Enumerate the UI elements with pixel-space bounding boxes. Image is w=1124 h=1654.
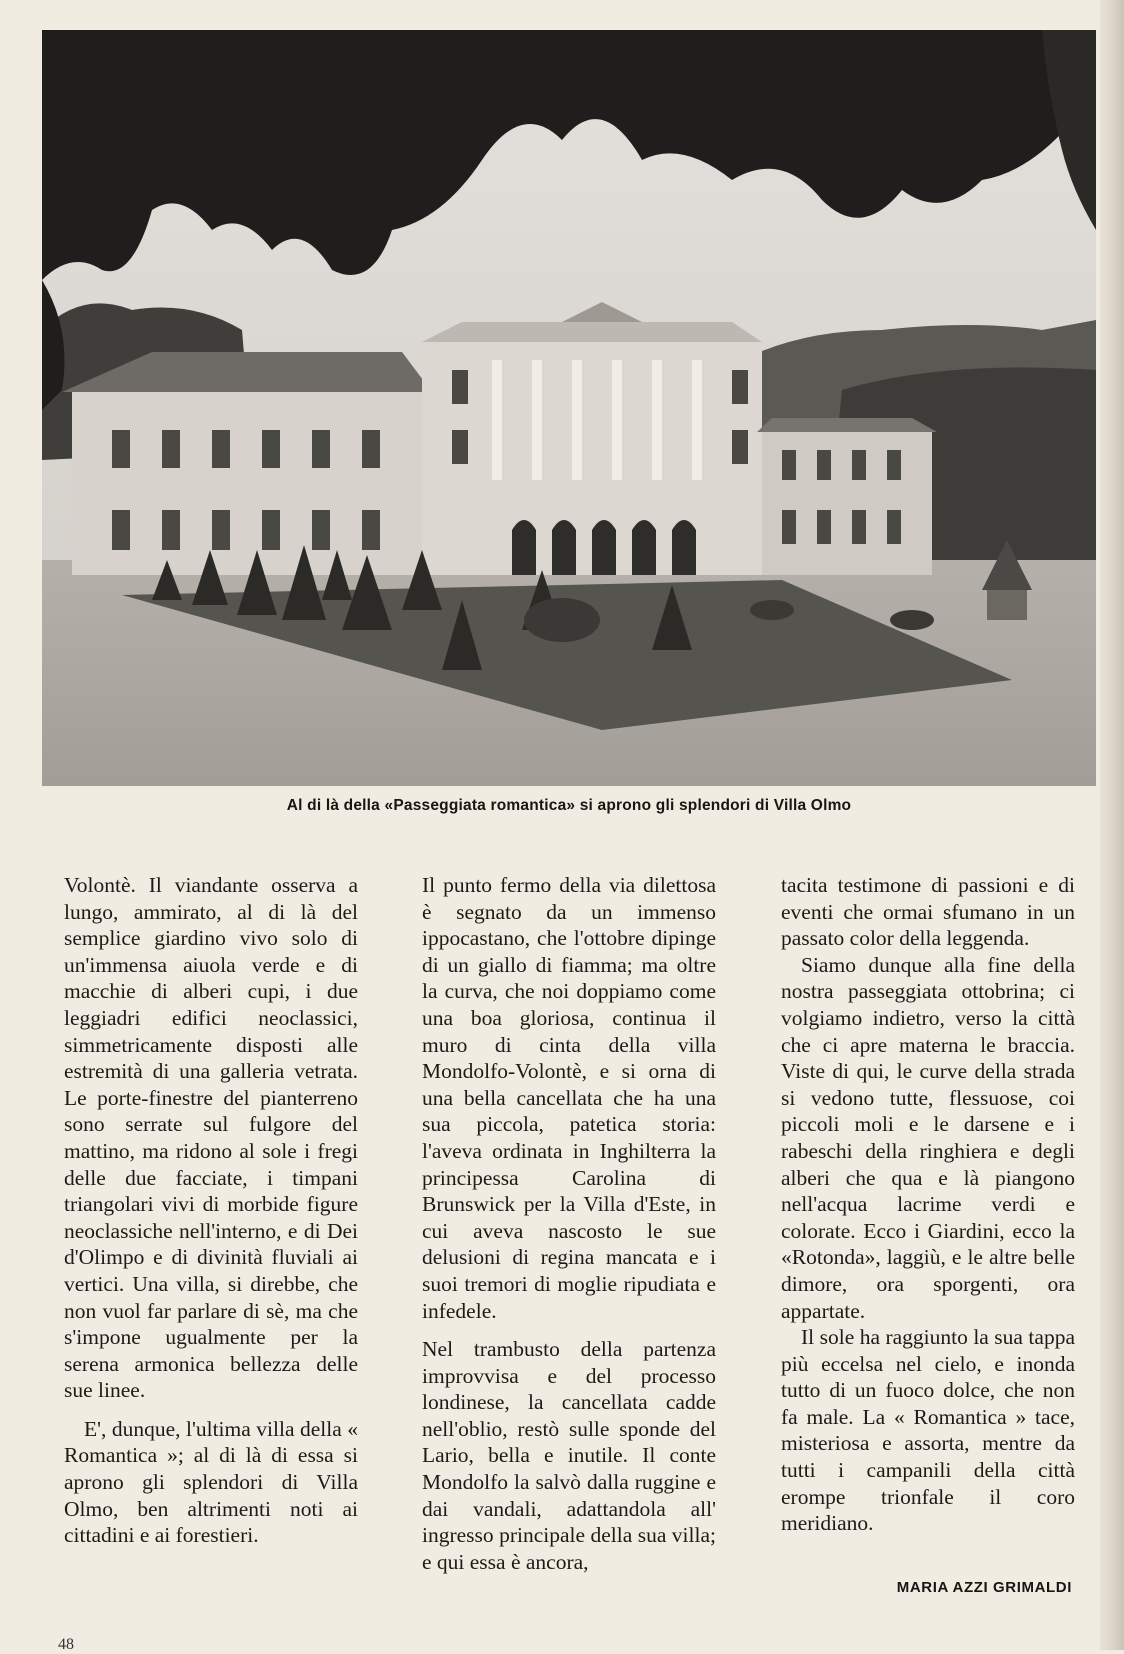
paragraph: tacita testimone di passioni e di eventi che ormai sfumano in un passato color della leggenda. — [781, 873, 1075, 951]
photo-caption: Al di là della «Passeggiata romantica» si aprono gli splendori di Villa Olmo — [286, 797, 852, 814]
villa-olmo-photo — [42, 30, 1096, 786]
paragraph: Siamo dunque alla fine della nostra passeggiata ottobrina; ci volgiamo indietro, verso la città che ci apre materna le braccia. Viste di qui, le curve della strada si vedono tutte, flessuose, coi piccoli moli e le darsene e i rabeschi della ringhiera e degli alberi che qua e là piangono nell'acqua lacrime verdi e colorate. Ecco i Giardini, ecco la «Rotonda», laggiù, e le altre belle dimore, ora sporgenti, ora appartate. — [781, 952, 1075, 1323]
article-column-2 — [422, 872, 716, 1575]
paragraph: Volontè. Il viandante osserva a lungo, ammirato, al di là del semplice giardino vivo solo di un'immensa aiuola verde e di macchie di alberi cupi, i due leggiadri edifici neoclassici, simmetricamente disposti alle estremità di una galleria vetrata. Le porte-finestre del pianterreno sono serrate sul fulgore del mattino, ma ridono al sole i fregi delle due facciate, i timpani triangolari vivi di morbide figure neoclassiche nell'interno, e di Dei d'Olimpo e di divinità fluviali ai vertici. Una villa, si direbbe, che non vuol far parlare di sè, ma che s'impone ugualmente per la serena armonica bellezza delle sue linee. — [64, 873, 358, 1403]
article-column-3 — [781, 872, 1075, 1537]
paragraph: Il sole ha raggiunto la sua tappa più eccelsa nel cielo, e inonda tutto di un fuoco dolce, che non fa male. La « Romantica » tace, misteriosa e assorta, mentre da tutti i campanili della città erompe trionfale il coro meridiano. — [781, 1325, 1075, 1536]
page-number: 48 — [58, 1636, 74, 1653]
article-column-1 — [64, 872, 358, 1549]
author-signature: MARIA AZZI GRIMALDI — [896, 1579, 1072, 1596]
paragraph: Nel trambusto della partenza improvvisa e del processo londinese, la cancellata cadde nell'oblio, restò sulle sponde del Lario, bella e inutile. Il conte Mondolfo la salvò dalla ruggine e dai vandali, adattandola all' ingresso principale della sua villa; e qui essa è ancora, — [422, 1337, 716, 1574]
paragraph: E', dunque, l'ultima villa della « Romantica »; al di là di essa si aprono gli splendori di Villa Olmo, ben altrimenti noti ai cittadini e ai forestieri. — [64, 1416, 358, 1548]
page-edge — [1100, 0, 1124, 1650]
paragraph: Il punto fermo della via dilettosa è segnato da un immenso ippocastano, che l'ottobre dipinge di un giallo di fiamma; ma oltre la curva, che noi doppiamo come una boa gloriosa, continua il muro di cinta della villa Mondolfo-Volontè, e si orna di una bella cancellata che ha una sua piccola, patetica storia: l'aveva ordinata in Inghilterra la principessa Carolina di Brunswick per la Villa d'Este, in cui aveva nascosto le sue delusioni di regina mancata e i suoi tremori di moglie ripudiata e infedele. — [422, 873, 716, 1323]
